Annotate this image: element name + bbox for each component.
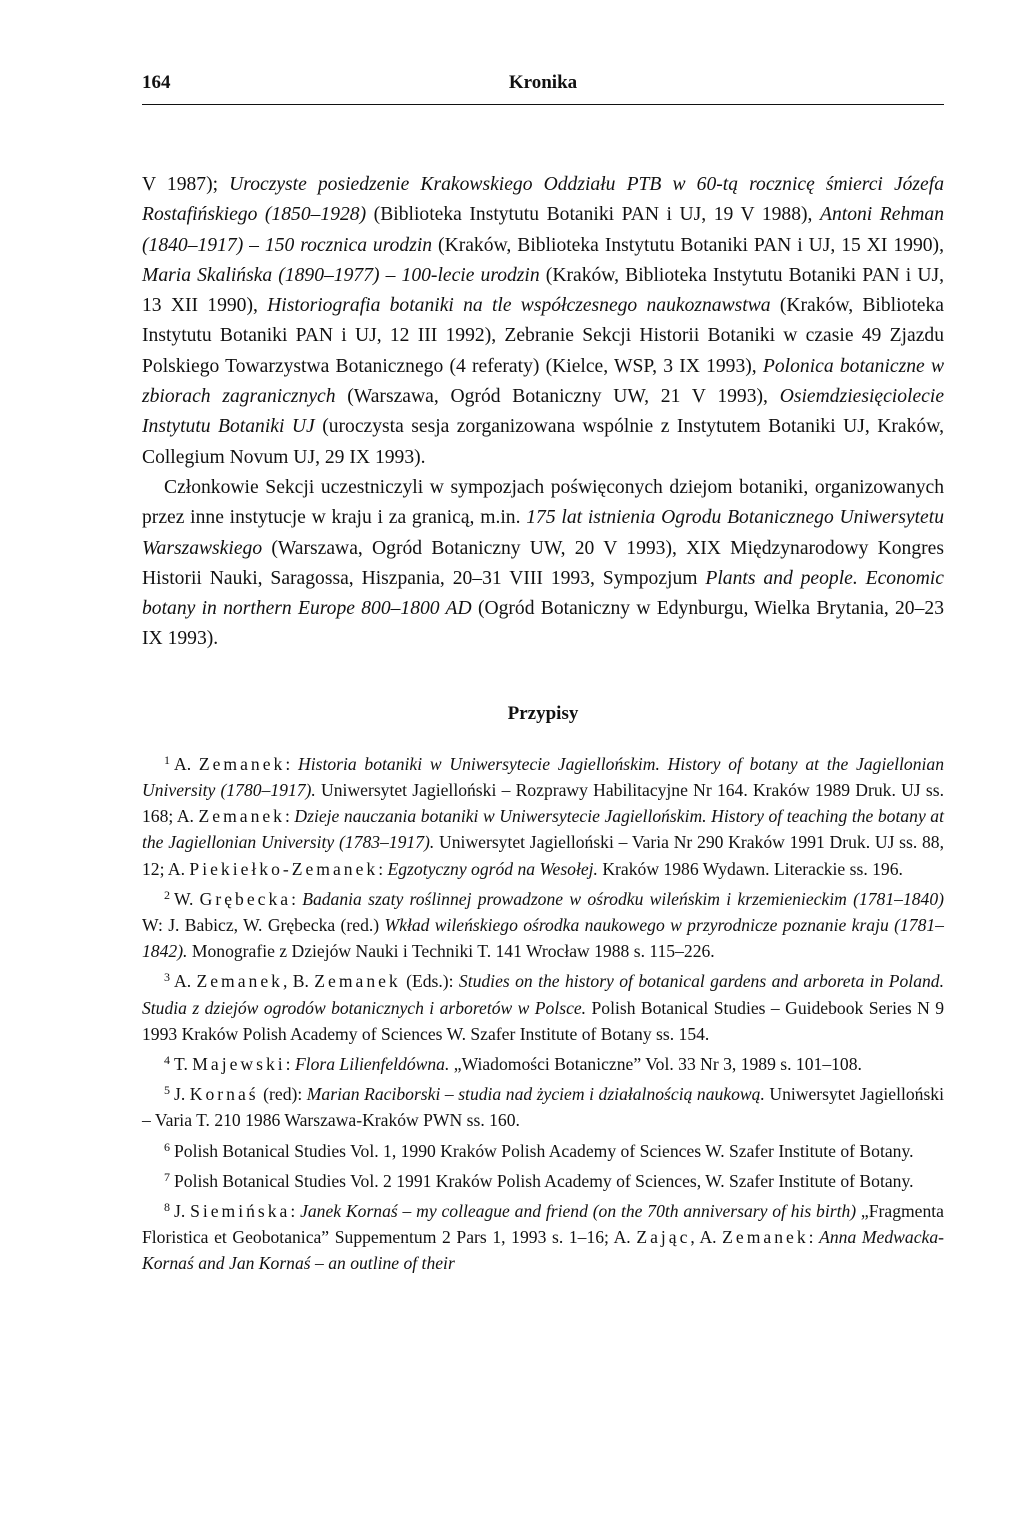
text-run: Kraków 1986 Wydawn. Literackie ss. 196. [597, 858, 903, 879]
italic-title: Polonica botaniczne w zbiorach zagranicznych [142, 355, 945, 408]
text-run: W. [174, 888, 200, 909]
footnote-number: 6 [164, 1139, 170, 1154]
text-run: : [291, 888, 303, 909]
author-name: Majewski [192, 1053, 286, 1074]
page-number: 164 [142, 72, 171, 93]
text-run: (Warszawa, Ogród Botaniczny UW, 21 V 1993), [335, 386, 780, 408]
text-run: Polish Botanical Studies Vol. 1, 1990 Kraków Polish Academy of Sciences W. Szafer Institute of Botany. [174, 1140, 914, 1161]
text-run: Polish Botanical Studies Vol. 2 1991 Kraków Polish Academy of Sciences, W. Szafer Institute of Botany. [174, 1170, 914, 1191]
footnote-6 [142, 1134, 944, 1164]
text-run: : [285, 753, 298, 774]
footnote-4 [142, 1047, 944, 1077]
text-run: , B. [282, 971, 315, 992]
author-name: Kornaś [189, 1084, 259, 1105]
text-run: : [808, 1227, 820, 1248]
author-name: Zemanek [198, 806, 285, 827]
text-run: Uniwersytet Jagielloński – Varia T. 210 1986 Warszawa-Kraków PWN ss. 160. [142, 1084, 944, 1131]
text-run: W: J. Babicz, W. Grębecka (red.) [142, 914, 385, 935]
text-run: : [285, 1053, 295, 1074]
text-run: J. [174, 1201, 191, 1221]
author-name: Piekiełko-Zemanek [189, 858, 379, 879]
text-run: Uniwersytet Jagielloński – Rozprawy Habilitacyjne Nr 164. Kraków 1989 Druk. UJ ss. 168; A. [142, 779, 944, 827]
text-run: „Fragmenta Floristica et Geobotanica” Suppementum 2 Pars 1, 1993 s. 1–16; A. [142, 1201, 944, 1248]
footnote-number: 3 [164, 970, 170, 985]
running-title: Kronika [508, 72, 578, 93]
author-name: Zemanek [722, 1227, 809, 1248]
author-name: Zemanek [314, 971, 401, 992]
header-rule [142, 104, 944, 105]
footnote-number: 5 [164, 1083, 170, 1098]
text-run: : [284, 806, 295, 827]
footnote-8 [142, 1194, 944, 1277]
italic-title: Janek Kornaś – my colleague and friend (on the 70th anniversary of his birth) [300, 1201, 857, 1221]
footnote-number: 8 [164, 1200, 170, 1214]
text-run: (Kraków, Biblioteka Instytutu Botaniki PAN i UJ, 12 III 1992), Zebranie Sekcji Historii Botaniki w czasie 49 Zjazdu Polskiego Towarzystwa Botanicznego (4 referaty) (Kielce, WSP, 3 IX 1993), [142, 295, 944, 377]
text-run: Monografie z Dziejów Nauki i Techniki T. 141 Wrocław 1988 s. 115–226. [187, 941, 715, 962]
italic-title: Dzieje nauczania botaniki w Uniwersytecie Jagiellońskim. History of teaching the botany at the Jagiellonian University (1783–1917). [142, 806, 944, 853]
italic-title: Egzotyczny ogród na Wesołej. [387, 858, 598, 879]
footnote-number: 4 [164, 1052, 170, 1067]
footnotes [142, 747, 944, 1277]
text-run: A. [174, 971, 197, 992]
text-run: , A. [690, 1227, 723, 1248]
footnote-number: 7 [164, 1169, 170, 1184]
italic-title: Flora Lilienfeldówna. [294, 1053, 450, 1074]
text-run: J. [174, 1084, 190, 1105]
running-head [142, 60, 944, 98]
text-run: A. [174, 753, 199, 774]
text-run: Uniwersytet Jagielloński – Varia Nr 290 Kraków 1991 Druk. UJ ss. 88, 12; A. [142, 832, 945, 879]
body-text [142, 170, 944, 655]
italic-title: Uroczyste posiedzenie Krakowskiego Oddziału PTB w 60-tą rocznicę śmierci Józefa Rostafińskiego (1850–1928) [142, 174, 944, 226]
footnote-3 [142, 964, 944, 1047]
text-run: T. [174, 1053, 193, 1074]
paragraph-1 [142, 170, 944, 473]
author-name: Siemińska [190, 1201, 291, 1221]
author-name: Zając [636, 1227, 691, 1248]
page [142, 60, 944, 1277]
footnote-number: 1 [164, 752, 170, 767]
footnote-7 [142, 1164, 944, 1194]
text-run: : [290, 1201, 301, 1221]
text-run: V 1987); [142, 174, 230, 195]
text-run: (Biblioteka Instytutu Botaniki PAN i UJ, 19 V 1988), [366, 204, 820, 226]
text-run: (red): [258, 1084, 307, 1105]
text-run: Polish Botanical Studies – Guidebook Series N 9 1993 Kraków Polish Academy of Sciences W. Szafer Institute of Botany ss. 154. [142, 997, 944, 1044]
author-name: Zemanek [198, 753, 286, 774]
italic-title: Historiografia botaniki na tle współczesnego naukoznawstwa [267, 295, 771, 317]
text-run: (Kraków, Biblioteka Instytutu Botaniki PAN i UJ, 13 XII 1990), [142, 264, 944, 317]
footnote-1 [142, 747, 944, 882]
text-run: (uroczysta sesja zorganizowana wspólnie z Instytutem Botaniki UJ, Kraków, Collegium Novum UJ, 29 IX 1993). [142, 416, 944, 468]
italic-title: Historia botaniki w Uniwersytecie Jagiellońskim. History of botany at the Jagiellonian University (1780–1917). [142, 753, 944, 800]
italic-title: Marian Raciborski – studia nad życiem i działalnością naukową. [306, 1084, 765, 1105]
text-run: (Ogród Botaniczny w Edynburgu, Wielka Brytania, 20–23 IX 1993). [142, 598, 944, 650]
italic-title: Maria Skalińska (1890–1977) – 100-lecie urodzin [142, 264, 540, 286]
italic-title: Badania szaty roślinnej prowadzone w ośrodku wileńskim i krzemienieckim (1781–1840) [302, 888, 944, 909]
text-run: (Eds.): [400, 971, 459, 992]
italic-title: Anna Medwacka-Kornaś and Jan Kornaś – an outline of their [142, 1227, 944, 1274]
text-run: Członkowie Sekcji uczestniczyli w sympozjach poświęconych dziejom botaniki, organizowanych przez inne instytucje w kraju i za granicą, m.in. [142, 476, 944, 529]
italic-title: Osiemdziesięciolecie Instytutu Botaniki UJ [142, 386, 945, 438]
italic-title: Antoni Rehman (1840–1917) – 150 rocznica urodzin [142, 204, 944, 256]
text-run: (Warszawa, Ogród Botaniczny UW, 20 V 1993), XIX Międzynarodowy Kongres Historii Nauki, Saragossa, Hiszpania, 20–31 VIII 1993, Sympozjum [142, 537, 944, 589]
italic-title: Studies on the history of botanical gardens and arboreta in Poland. Studia z dziejów ogrodów botanicznych i arboretów w Polsce. [142, 971, 944, 1018]
author-name: Zemanek [196, 971, 283, 992]
italic-title: Wkład wileńskiego ośrodka naukowego w przyrodnicze poznanie kraju (1781–1842). [142, 914, 944, 962]
paragraph-2 [142, 473, 944, 655]
footnote-5 [142, 1077, 944, 1133]
text-run: : [378, 858, 388, 879]
footnotes-title: Przypisy [507, 702, 579, 724]
italic-title: Plants and people. Economic botany in northern Europe 800–1800 AD [142, 567, 944, 620]
text-run: „Wiadomości Botaniczne” Vol. 33 Nr 3, 1989 s. 101–108. [449, 1053, 862, 1074]
footnote-number: 2 [164, 887, 170, 902]
text-run: (Kraków, Biblioteka Instytutu Botaniki PAN i UJ, 15 XI 1990), [432, 234, 944, 256]
italic-title: 175 lat istnienia Ogrodu Botanicznego Uniwersytetu Warszawskiego [142, 507, 944, 559]
author-name: Grębecka [199, 888, 292, 909]
footnote-2 [142, 882, 944, 965]
